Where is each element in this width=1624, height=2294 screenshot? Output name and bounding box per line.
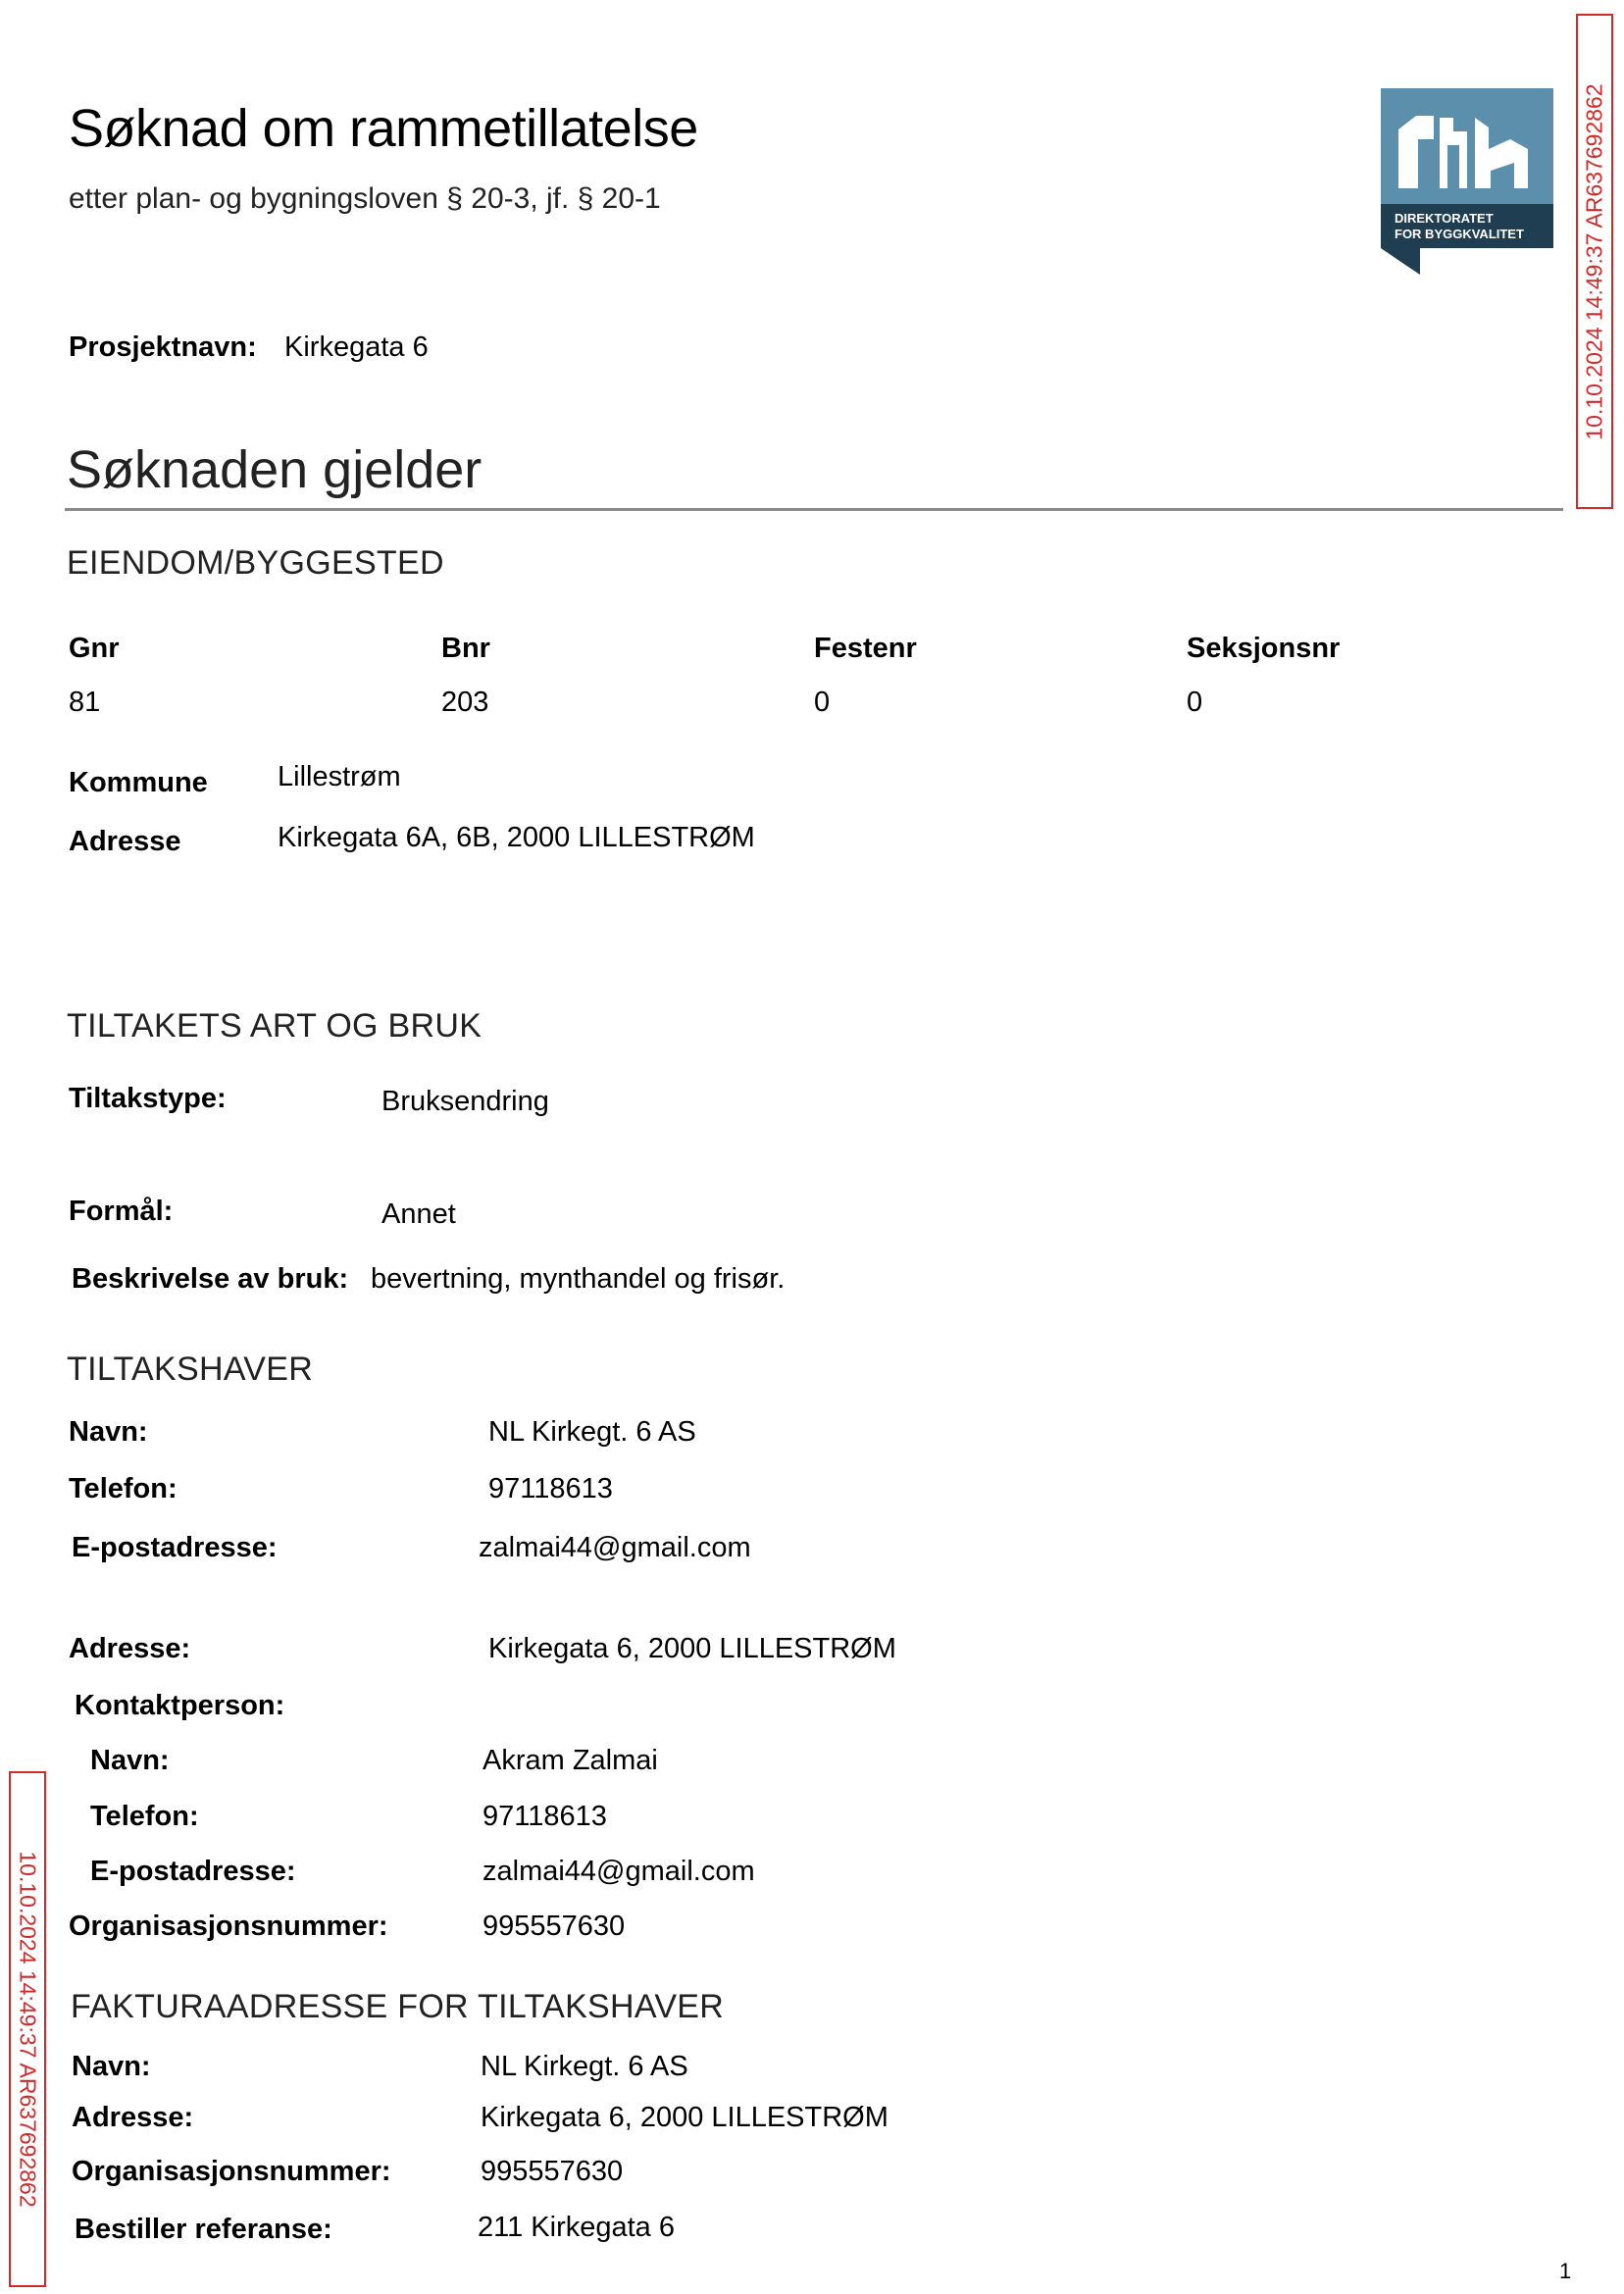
seksjonsnr-value: 0 bbox=[1187, 687, 1203, 718]
document-subtitle: etter plan- og bygningsloven § 20-3, jf. § 20-1 bbox=[69, 182, 661, 215]
tiltakshaver-adresse-value: Kirkegata 6, 2000 LILLESTRØM bbox=[488, 1633, 896, 1664]
page-number: 1 bbox=[1559, 2259, 1572, 2283]
dibk-logo bbox=[1381, 88, 1553, 275]
tiltakshaver-epost-value: zalmai44@gmail.com bbox=[479, 1532, 751, 1563]
project-name-label: Prosjektnavn: bbox=[69, 331, 257, 363]
tiltakstype-value: Bruksendring bbox=[381, 1086, 549, 1117]
tiltakshaver-navn-label: Navn: bbox=[69, 1416, 148, 1448]
timestamp-stamp-right bbox=[1576, 14, 1613, 509]
project-name-value: Kirkegata 6 bbox=[284, 331, 429, 363]
tiltakshaver-telefon-value: 97118613 bbox=[488, 1473, 613, 1504]
bnr-value: 203 bbox=[441, 687, 489, 718]
tiltakshaver-telefon-label: Telefon: bbox=[69, 1473, 178, 1504]
seksjonsnr-label: Seksjonsnr bbox=[1187, 633, 1341, 664]
stamp-text: 10.10.2024 14:49:37 AR637692862 bbox=[1581, 82, 1607, 440]
logo-line1: DIREKTORATET bbox=[1395, 211, 1494, 226]
kontakt-telefon-value: 97118613 bbox=[482, 1801, 607, 1832]
faktura-navn-value: NL Kirkegt. 6 AS bbox=[481, 2051, 688, 2082]
property-heading: EIENDOM/BYGGESTED bbox=[67, 544, 444, 582]
festenr-value: 0 bbox=[814, 687, 831, 718]
gnr-value: 81 bbox=[69, 687, 101, 718]
timestamp-stamp-left bbox=[9, 1771, 46, 2287]
stamp-text: 10.10.2024 14:49:37 AR637692862 bbox=[15, 1851, 41, 2208]
beskrivelse-value: bevertning, mynthandel og frisør. bbox=[371, 1263, 786, 1295]
faktura-navn-label: Navn: bbox=[72, 2051, 151, 2082]
tiltakshaver-adresse-label: Adresse: bbox=[69, 1633, 191, 1664]
faktura-heading: FAKTURAADRESSE FOR TILTAKSHAVER bbox=[71, 1988, 725, 2025]
logo-line2: FOR BYGGKVALITET bbox=[1395, 227, 1524, 241]
kontakt-navn-value: Akram Zalmai bbox=[482, 1745, 658, 1776]
faktura-adresse-value: Kirkegata 6, 2000 LILLESTRØM bbox=[481, 2102, 888, 2133]
faktura-orgnr-value: 995557630 bbox=[481, 2156, 624, 2187]
beskrivelse-label: Beskrivelse av bruk: bbox=[72, 1263, 349, 1295]
kommune-value: Lillestrøm bbox=[278, 761, 401, 792]
kontakt-epost-label: E-postadresse: bbox=[90, 1856, 296, 1887]
section-divider bbox=[65, 508, 1563, 511]
tiltakshaver-heading: TILTAKSHAVER bbox=[67, 1351, 314, 1388]
faktura-orgnr-label: Organisasjonsnummer: bbox=[72, 2156, 391, 2187]
formal-label: Formål: bbox=[69, 1196, 174, 1227]
gnr-label: Gnr bbox=[69, 633, 120, 664]
kontakt-navn-label: Navn: bbox=[90, 1745, 170, 1776]
tiltakshaver-navn-value: NL Kirkegt. 6 AS bbox=[488, 1416, 696, 1448]
faktura-adresse-label: Adresse: bbox=[72, 2102, 194, 2133]
orgnr-label: Organisasjonsnummer: bbox=[69, 1911, 388, 1942]
faktura-ref-value: 211 Kirkegata 6 bbox=[478, 2212, 675, 2243]
faktura-ref-label: Bestiller referanse: bbox=[75, 2214, 332, 2245]
kontakt-telefon-label: Telefon: bbox=[90, 1801, 199, 1832]
section-title: Søknaden gjelder bbox=[67, 440, 482, 499]
adresse-value: Kirkegata 6A, 6B, 2000 LILLESTRØM bbox=[278, 822, 755, 853]
formal-value: Annet bbox=[381, 1198, 456, 1230]
bnr-label: Bnr bbox=[441, 633, 490, 664]
adresse-label: Adresse bbox=[69, 826, 181, 857]
kommune-label: Kommune bbox=[69, 767, 208, 798]
kontaktperson-label: Kontaktperson: bbox=[75, 1690, 285, 1721]
kontakt-epost-value: zalmai44@gmail.com bbox=[482, 1856, 755, 1887]
tiltak-heading: TILTAKETS ART OG BRUK bbox=[67, 1007, 482, 1045]
document-title: Søknad om rammetillatelse bbox=[69, 99, 698, 158]
orgnr-value: 995557630 bbox=[482, 1911, 626, 1942]
tiltakstype-label: Tiltakstype: bbox=[69, 1083, 227, 1114]
tiltakshaver-epost-label: E-postadresse: bbox=[72, 1532, 278, 1563]
festenr-label: Festenr bbox=[814, 633, 917, 664]
